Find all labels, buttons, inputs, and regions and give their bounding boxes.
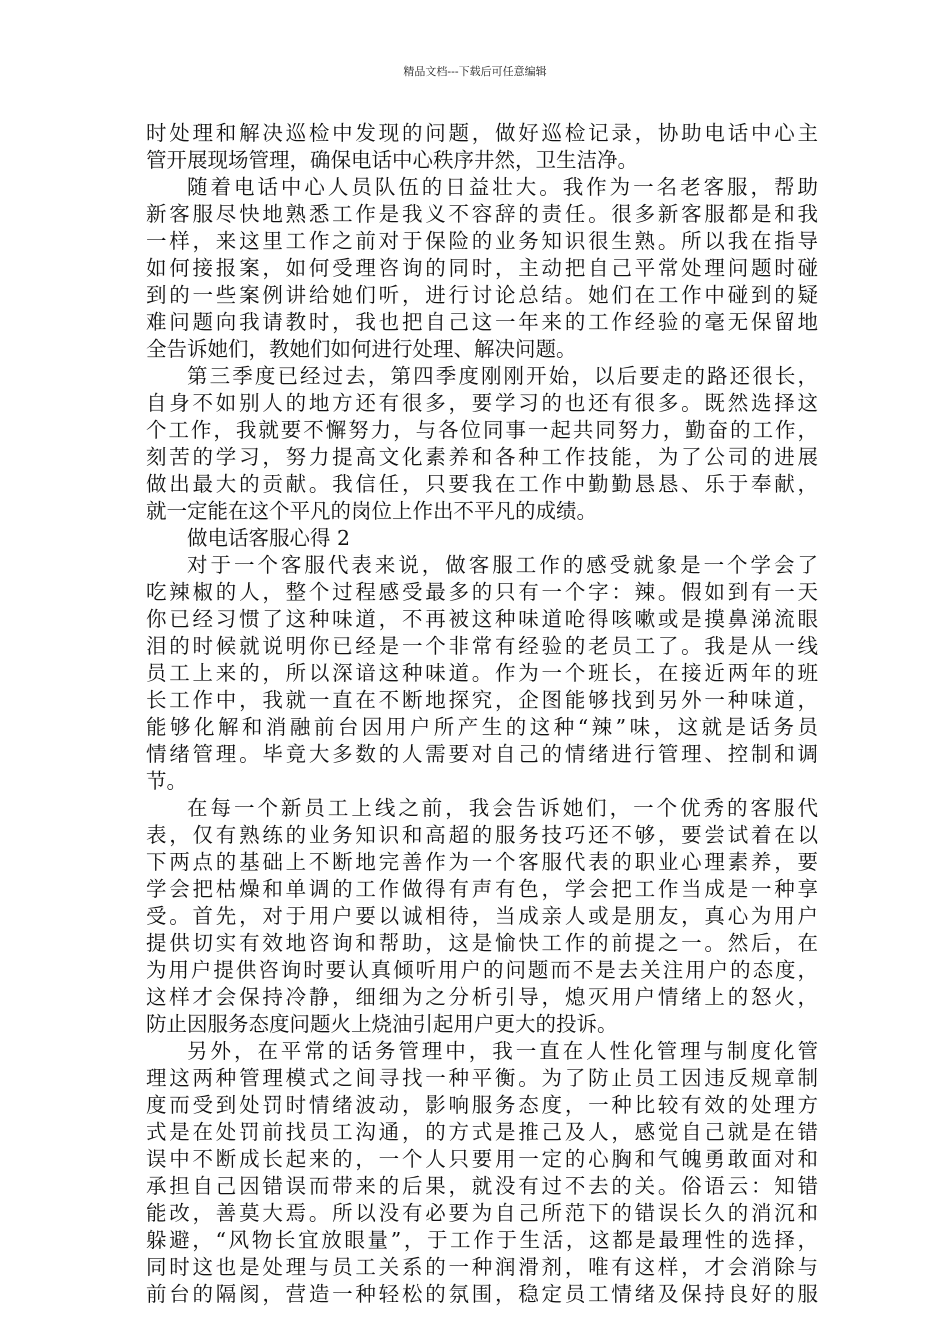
text-line: 难问题向我请教时，我也把自己这一年来的工作经验的毫无保留地: [146, 310, 818, 334]
paragraph: [146, 363, 818, 525]
paragraph: [146, 1038, 818, 1308]
text-line: 员工上来的，所以深谙这种味道。作为一个班长，在接近两年的班: [146, 661, 818, 685]
text-line: 学会把枯燥和单调的工作做得有声有色，学会把工作当成是一种享: [146, 877, 818, 901]
text-line: 能改，善莫大焉。所以没有必要为自己所范下的错误长久的消沉和: [146, 1201, 818, 1225]
paragraph: [146, 120, 818, 174]
text-line: 能够化解和消融前台因用户所产生的这种“辣”味，这就是话务员: [146, 715, 818, 739]
text-line: 时处理和解决巡检中发现的问题，做好巡检记录，协助电话中心主: [146, 121, 818, 145]
text-line: 管开展现场管理，确保电话中心秩序井然，卫生洁净。: [146, 148, 638, 172]
text-line: 这样才会保持冷静，细细为之分析引导，熄灭用户情绪上的怒火，: [146, 985, 818, 1009]
text-line: 理这两种管理模式之间寻找一种平衡。为了防止员工因违反规章制: [146, 1066, 818, 1090]
text-line: 度而受到处罚时情绪波动，影响服务态度，一种比较有效的处理方: [146, 1093, 818, 1117]
text-line: 防止因服务态度问题火上烧油引起用户更大的投诉。: [146, 1012, 618, 1036]
text-line: 做出最大的贡献。我信任，只要我在工作中勤勤恳恳、乐于奉献，: [146, 472, 818, 496]
text-line: 长工作中，我就一直在不断地探究，企图能够找到另外一种味道，: [146, 688, 818, 712]
text-line: 一样，来这里工作之前对于保险的业务知识很生熟。所以我在指导: [146, 229, 818, 253]
text-line: 全告诉她们，教她们如何进行处理、解决问题。: [146, 337, 577, 361]
text-line: 式是在处罚前找员工沟通，的方式是推己及人，感觉自己就是在错: [146, 1120, 818, 1144]
text-line: 承担自己因错误而带来的后果，就没有过不去的关。俗语云：知错: [146, 1174, 818, 1198]
text-line: 在每一个新员工上线之前，我会告诉她们，一个优秀的客服代: [187, 796, 818, 820]
page-header: 精品文档---下载后可任意编辑: [403, 65, 547, 78]
text-line: 情绪管理。毕竟大多数的人需要对自己的情绪进行管理、控制和调: [146, 742, 818, 766]
text-line: 刻苦的学习，努力提高文化素养和各种工作技能，为了公司的进展: [146, 445, 818, 469]
section-title: [146, 525, 818, 552]
text-line: 泪的时候就说明你已经是一个非常有经验的老员工了。我是从一线: [146, 634, 818, 658]
text-line: 吃辣椒的人，整个过程感受最多的只有一个字：辣。假如到有一天: [146, 580, 818, 604]
text-line: 对于一个客服代表来说，做客服工作的感受就象是一个学会了: [187, 553, 818, 577]
text-line: 表，仅有熟练的业务知识和高超的服务技巧还不够，要尝试着在以: [146, 823, 818, 847]
document-body: [146, 120, 818, 1308]
text-line: 节。: [146, 769, 187, 793]
text-line: 到的一些案例讲给她们听，进行讨论总结。她们在工作中碰到的疑: [146, 283, 818, 307]
text-line: 随着电话中心人员队伍的日益壮大。我作为一名老客服，帮助: [187, 175, 818, 199]
text-line: 如何接报案，如何受理咨询的同时，主动把自己平常处理问题时碰: [146, 256, 818, 280]
text-line: 受。首先，对于用户要以诚相待，当成亲人或是朋友，真心为用户: [146, 904, 818, 928]
text-line: 另外，在平常的话务管理中，我一直在人性化管理与制度化管: [187, 1039, 818, 1063]
text-line: 躲避，“风物长宜放眼量”，于工作于生活，这都是最理性的选择，: [146, 1228, 818, 1252]
text-line: 下两点的基础上不断地完善作为一个客服代表的职业心理素养，要: [146, 850, 818, 874]
text-line: 新客服尽快地熟悉工作是我义不容辞的责任。很多新客服都是和我: [146, 202, 818, 226]
paragraph: [146, 552, 818, 795]
text-line: 为用户提供咨询时要认真倾听用户的问题而不是去关注用户的态度，: [146, 958, 818, 982]
text-line: 自身不如别人的地方还有很多，要学习的也还有很多。既然选择这: [146, 391, 818, 415]
text-line: 前台的隔阂，营造一种轻松的氛围，稳定员工情绪及保持良好的服: [146, 1282, 818, 1306]
paragraph: [146, 795, 818, 1038]
text-line: 就一定能在这个平凡的岗位上作出不平凡的成绩。: [146, 499, 597, 523]
text-line: 个工作，我就要不懈努力，与各位同事一起共同努力，勤奋的工作，: [146, 418, 818, 442]
text-line: 你已经习惯了这种味道，不再被这种味道呛得咳嗽或是摸鼻涕流眼: [146, 607, 818, 631]
text-line: 误中不断成长起来的，一个人只要用一定的心胸和气魄勇敢面对和: [146, 1147, 818, 1171]
section-title-text: 做电话客服心得 2: [187, 526, 351, 550]
text-line: 同时这也是处理与员工关系的一种润滑剂，唯有这样，才会消除与: [146, 1255, 818, 1279]
text-line: 第三季度已经过去，第四季度刚刚开始，以后要走的路还很长，: [187, 364, 818, 388]
paragraph: [146, 174, 818, 363]
text-line: 提供切实有效地咨询和帮助，这是愉快工作的前提之一。然后，在: [146, 931, 818, 955]
